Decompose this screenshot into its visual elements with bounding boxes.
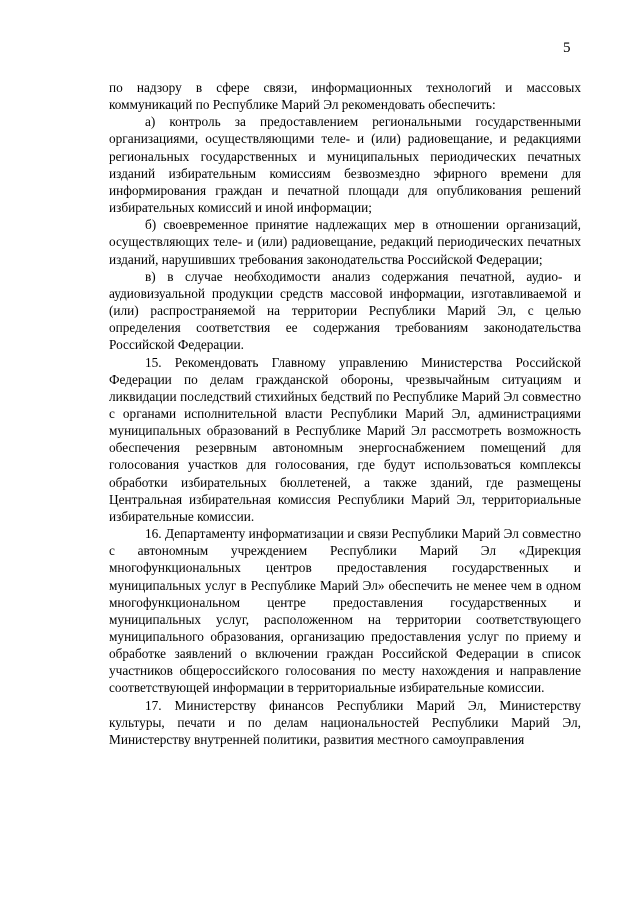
paragraph-16: 16. Департаменту информатизации и связи Республики Марий Эл совместно с автономным учреждением Республики Марий Эл «Дирекция многофункциональных центров предоставления государственных и муниципальных услуг в Республике Марий Эл» обеспечить не менее чем в одном многофункциональном центре предоставления государственных и муниципальных услуг, расположенном на территории соответствующего муниципального образования, организацию предоставления услуг по приему и обработке заявлений о включении граждан Российской Федерации в список участников общероссийского голосования по месту нахождения и направление соответствующей информации в территориальные избирательные комиссии. [109,526,581,696]
paragraph-17: 17. Министерству финансов Республики Марий Эл, Министерству культуры, печати и по делам национальностей Республики Марий Эл, Министерству внутренней политики, развития местного самоуправления [109,697,581,747]
paragraph-15: 15. Рекомендовать Главному управлению Министерства Российской Федерации по делам гражданской обороны, чрезвычайным ситуациям и ликвидации последствий стихийных бедствий по Республике Марий Эл совместно с органами исполнительной власти Республики Марий Эл, администрациями муниципальных образований в Республике Марий Эл рассмотреть возможность обеспечения резервным автономным энергоснабжением помещений для голосования участков для голосования, где будут использоваться комплексы обработки избирательных бюллетеней, а также зданий, где размещены Центральная избирательная комиссия Республики Марий Эл, территориальные избирательные комиссии. [109,354,581,524]
paragraph-v: в) в случае необходимости анализ содержания печатной, аудио- и аудиовизуальной продукции средств массовой информации, изготавливаемой и (или) распространяемой на территории Республики Марий Эл, с целью определения соответствия ее содержания требованиям законодательства Российской Федерации. [109,268,581,353]
paragraph-a: а) контроль за предоставлением региональными государственными организациями, осуществляющими теле- и (или) радиовещание, и редакциями региональных государственных и муниципальных периодических печатных изданий избирательным комиссиям безвозмездно эфирного времени для информирования граждан и печатной площади для опубликования решений избирательных комиссий и иной информации; [109,114,581,216]
paragraph-intro: по надзору в сфере связи, информационных технологий и массовых коммуникаций по Республике Марий Эл рекомендовать обеспечить: [109,80,581,113]
page-number: 5 [563,40,571,56]
paragraph-b: б) своевременное принятие надлежащих мер в отношении организаций, осуществляющих теле- и (или) радиовещание, редакций периодических печатных изданий, нарушивших требования законодательства Российской Федерации; [109,217,581,267]
document-body [109,79,581,748]
